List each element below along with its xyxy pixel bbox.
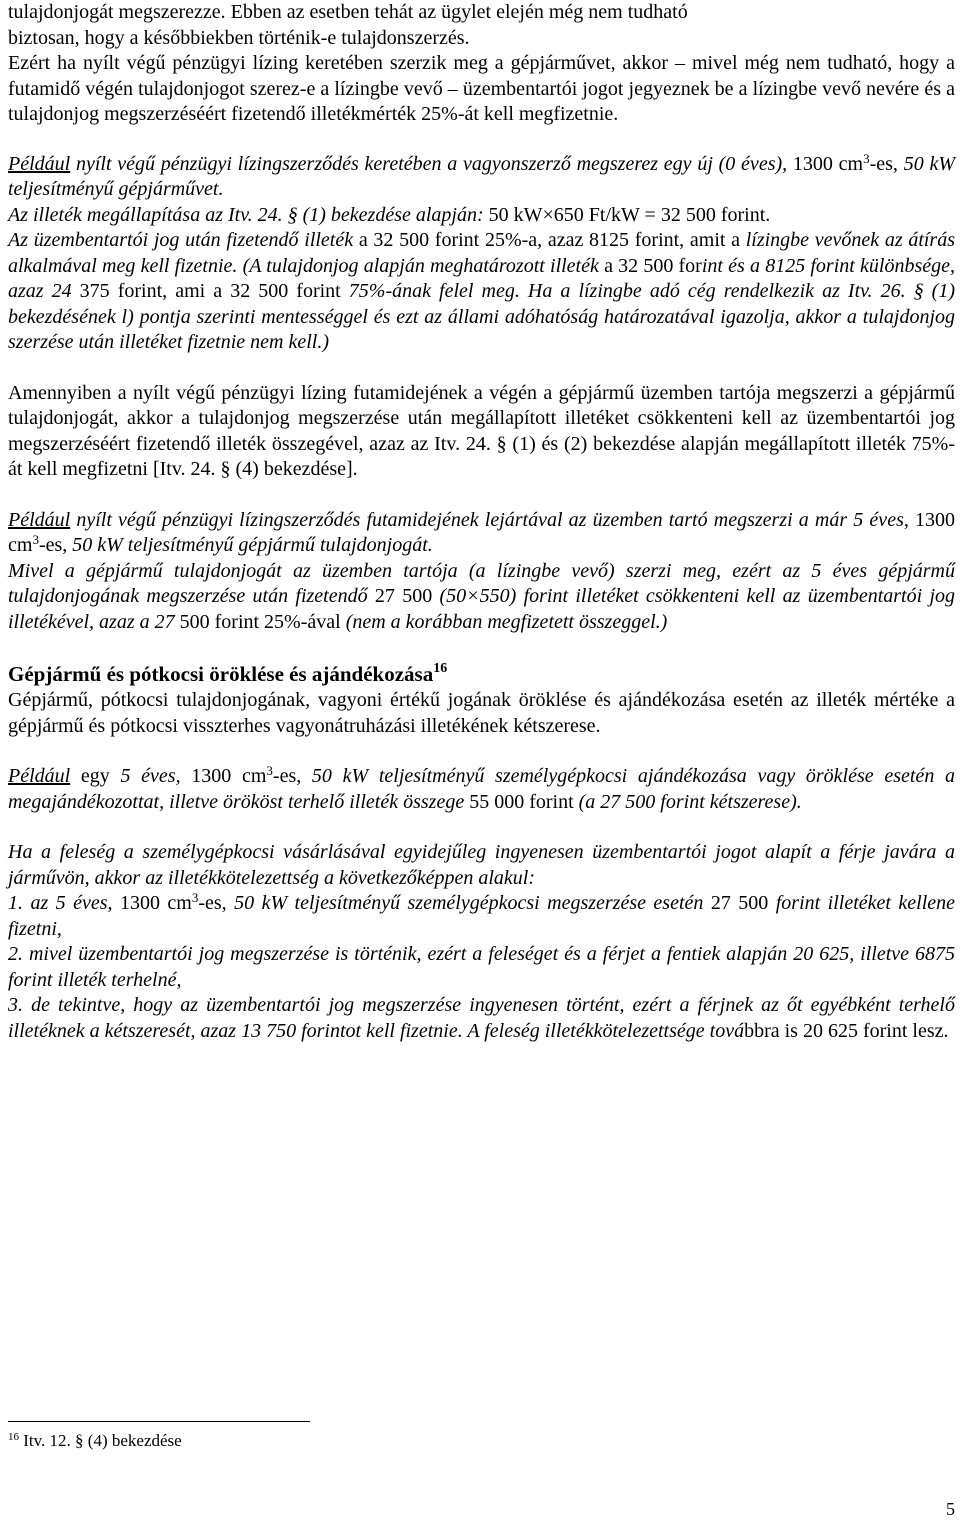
footnote-ref: 16 <box>433 661 448 676</box>
text-run: Ha a feleség a személygépkocsi vásárlásával egyidejűleg ingyenesen üzembentartói jogot alapít a férje javára a járművön, akkor az illetékkötelezettség a következőképpen alakul: <box>8 841 955 889</box>
text-run: Az illeték megállapítása az Itv. 24. § (1) bekezdése alapján: <box>8 203 484 226</box>
section-heading <box>8 660 955 688</box>
text-run: a 32 500 for <box>598 254 702 277</box>
text-run: lízingbe vevőnek az átírás alkalmával meg kell fizetnie. (A tulajdonjog alapján meghatározott illeték <box>8 229 955 277</box>
text-run: 1300 cm <box>787 152 864 175</box>
text-run: 50 kW teljesítményű személygépkocsi megszerzése esetén <box>234 892 704 914</box>
text-run: -es, <box>869 152 904 175</box>
text-body: Ezért ha nyílt végű pénzügyi lízing keretében szerzik meg a gépjárművet, akkor – mivel még nem tudható, hogy a futamidő végén tulajdonjogot szerez-e a lízingbe vevő – üzembentartói jogot jegyeznek be a lízingbe vevő nevére és a tulajdonjog megszerzéséért fizetendő illetékmérték 25%-át kell megfizetnie. <box>8 52 955 125</box>
example-lead: Például <box>8 765 71 787</box>
text-run: bbra is 20 625 forint lesz. <box>744 1019 949 1042</box>
text-run: egy <box>70 765 121 787</box>
example-lead: Például <box>8 152 71 175</box>
superscript: 3 <box>191 890 199 905</box>
text-run: forint illetéket kellene fizetni, <box>8 892 956 940</box>
text-run: 1300 cm <box>112 892 192 914</box>
text-run: 5 éves, <box>120 765 181 787</box>
text-run: 50 kW teljesítményű gépjármű tulajdonjogát. <box>72 534 433 556</box>
text-run: nyílt végű pénzügyi lízingszerződés keretében a vagyonszerző megszerez egy új (0 éves), <box>70 152 788 175</box>
text-run: nyílt végű pénzügyi lízingszerződés futamidejének lejártával az üzemben tartó megszerzi a már 5 éves, <box>70 508 909 531</box>
text-run: (nem a korábban megfizetett összeggel.) <box>345 610 668 633</box>
text-run: 75%-ának felel meg. Ha a lízingbe adó cég rendelkezik az Itv. 26. § (1) bekezdésének l) pontja szerinti mentességgel és ezt az állami adóhatóság határozatával igazolja, akkor a tulajdonjog szerzése után illetéket fizetnie nem kell.) <box>8 280 955 353</box>
footnote <box>8 1430 182 1452</box>
text-run: (a 27 500 forint kétszerese). <box>578 790 802 813</box>
superscript: 3 <box>863 150 870 166</box>
footnote-number: 16 <box>8 1431 19 1443</box>
text-run: 375 forint, ami a 32 500 forint <box>71 280 349 302</box>
text-run: 500 forint 25%-ával <box>174 610 346 633</box>
text-line: tulajdonjogát megszerezze. Ebben az esetben tehát az ügylet elején még nem tudható <box>8 1 688 23</box>
text-run: 1300 cm <box>8 508 956 556</box>
text-run: 27 500 <box>367 585 440 607</box>
paragraph-continuation <box>8 0 955 128</box>
text-run: -es, <box>38 534 73 556</box>
example-leasing-new-car <box>8 152 955 356</box>
list-item: 2. mivel üzembentartói jog megszerzése is történik, ezért a feleséget és a férjet a fentiek alapján 20 625, illetve 6875 forint illeték terhelné, <box>8 943 955 991</box>
example-lead: Például <box>8 508 71 531</box>
text-run: -es, <box>272 765 312 787</box>
text-run: 27 500 <box>703 892 776 914</box>
text-run: 55 000 forint <box>464 790 579 813</box>
text-run: Az üzembentartói jog után fizetendő illeték <box>8 229 354 251</box>
heading-text: Gépjármű és pótkocsi öröklése és ajándékozása <box>8 662 434 686</box>
list-item: 3. de tekintve, hogy az üzembentartói jog megszerzése ingyenesen történt, ezért a férjnek az őt egyébként terhelő illetéknek a kétszeresét, azaz 13 750 forintot kell fizetnie. A feleség illetékkötelezettsége tová <box>8 994 955 1042</box>
text-run: Mivel a gépjármű tulajdonjogát az üzemben tartója (a lízingbe vevő) szerzi meg, ezért az 5 éves gépjármű tulajdonjogának megszerzése után fizetendő <box>8 559 955 607</box>
footnote-separator <box>8 1421 310 1422</box>
text-run: 50 kW×650 Ft/kW = 32 500 forint. <box>483 203 771 226</box>
text-run: 1300 cm <box>180 765 267 787</box>
list-item: 1. az 5 éves, <box>8 892 113 914</box>
footnote-text: Itv. 12. § (4) bekezdése <box>19 1431 182 1450</box>
superscript: 3 <box>266 763 273 778</box>
paragraph-amennyiben: Amennyiben a nyílt végű pénzügyi lízing futamidejének a végén a gépjármű üzemben tartója megszerzi a gépjármű tulajdonjogát, akkor a tulajdonjog megszerzése után megállapított illetéket csökkenteni kell az üzembentartói jog megszerzéséért fizetendő illeték összegével, azaz az Itv. 24. § (1) és (2) bekezdése alapján megállapított illeték 75%-át kell megfizetni [Itv. 24. § (4) bekezdése]. <box>8 381 955 480</box>
text-run: 50 kW teljesítményű személygépkocsi ajándékozása vagy öröklése esetén a megajándékozottat, illetve örököst terhelő illeték összege <box>8 765 955 813</box>
text-run: -es, <box>198 892 235 914</box>
page-content <box>8 0 955 1044</box>
page-number: 5 <box>946 1499 955 1519</box>
text-run: (50×550) forint illetéket csökkenteni kell az üzembentartói jog illetékével, azaz a 27 <box>8 585 956 633</box>
text-run: 50 kW teljesítményű gépjárművet. <box>8 152 956 200</box>
paragraph-inheritance: Gépjármű, pótkocsi tulajdonjogának, vagyoni értékű jogának öröklése és ajándékozása esetén az illeték mértéke a gépjármű és pótkocsi visszterhes vagyonátruházási illetékének kétszerese. <box>8 689 955 737</box>
text-line: biztosan, hogy a későbbiekben történik-e tulajdonszerzés. <box>8 26 470 49</box>
text-run: int és a 8125 forint különbsége, azaz 24 <box>8 254 955 302</box>
superscript: 3 <box>32 532 39 547</box>
example-leasing-end <box>8 508 955 636</box>
example-spouse <box>8 840 955 1044</box>
text-run: a 32 500 forint 25%-a, azaz 8125 forint, amit a <box>353 229 746 251</box>
example-gift <box>8 764 955 815</box>
